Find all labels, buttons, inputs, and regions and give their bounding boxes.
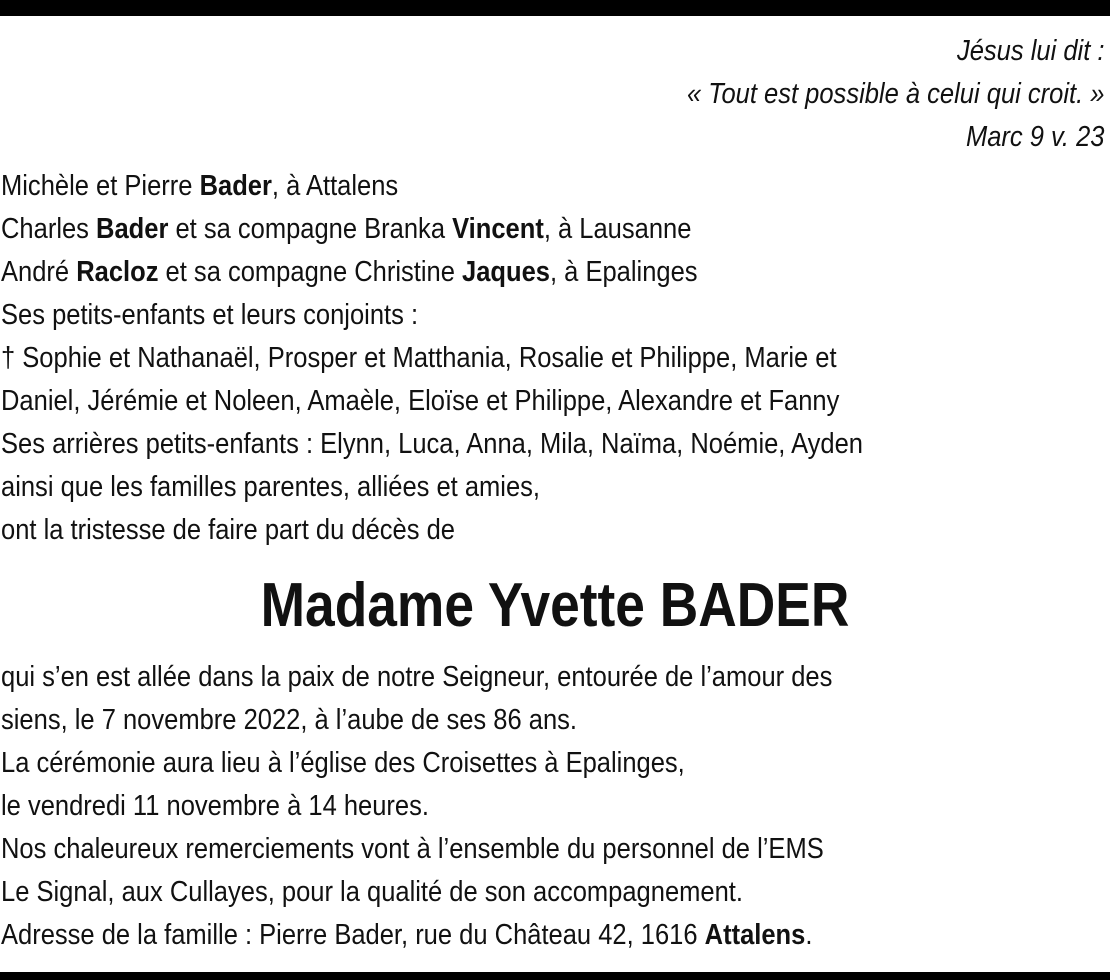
- details-line-2: siens, le 7 novembre 2022, à l’aube de ses 86 ans.: [1, 704, 578, 736]
- ceremony-location: La cérémonie aura lieu à l’église des Croisettes à Epalinges,: [1, 747, 685, 779]
- great-grandchildren: Ses arrières petits-enfants : Elynn, Luca, Anna, Mila, Naïma, Noémie, Ayden: [1, 428, 863, 460]
- grandchildren-list-2: Daniel, Jérémie et Noleen, Amaèle, Eloïse et Philippe, Alexandre et Fanny: [1, 385, 840, 417]
- thanks-line-2: Le Signal, aux Cullayes, pour la qualité de son accompagnement.: [1, 876, 743, 908]
- bible-quote: [686, 30, 1104, 159]
- deceased-name: Madame Yvette BADER: [260, 571, 850, 640]
- quote-text: « Tout est possible à celui qui croit. »: [686, 78, 1104, 110]
- quote-reference: Marc 9 v. 23: [965, 121, 1104, 153]
- details-text: [1, 656, 832, 957]
- announcement-line: ont la tristesse de faire part du décès de: [1, 514, 455, 546]
- grandchildren-heading: Ses petits-enfants et leurs conjoints :: [1, 299, 419, 331]
- family-announcement: [1, 165, 863, 552]
- family-line-2: Charles Bader et sa compagne Branka Vincent, à Lausanne: [1, 213, 692, 245]
- extended-family: ainsi que les familles parentes, alliées et amies,: [1, 471, 541, 503]
- family-line-1: Michèle et Pierre Bader, à Attalens: [1, 170, 399, 202]
- quote-intro: Jésus lui dit :: [956, 35, 1104, 67]
- family-address: Adresse de la famille : Pierre Bader, rue du Château 42, 1616 Attalens.: [1, 919, 813, 951]
- top-border: [0, 0, 1110, 16]
- bottom-border: [0, 972, 1110, 980]
- thanks-line-1: Nos chaleureux remerciements vont à l’ensemble du personnel de l’EMS: [1, 833, 824, 865]
- grandchildren-list-1: † Sophie et Nathanaël, Prosper et Matthania, Rosalie et Philippe, Marie et: [1, 342, 837, 374]
- details-line-1: qui s’en est allée dans la paix de notre Seigneur, entourée de l’amour des: [1, 661, 833, 693]
- ceremony-date: le vendredi 11 novembre à 14 heures.: [1, 790, 429, 822]
- family-line-3: André Racloz et sa compagne Christine Jaques, à Epalinges: [1, 256, 698, 288]
